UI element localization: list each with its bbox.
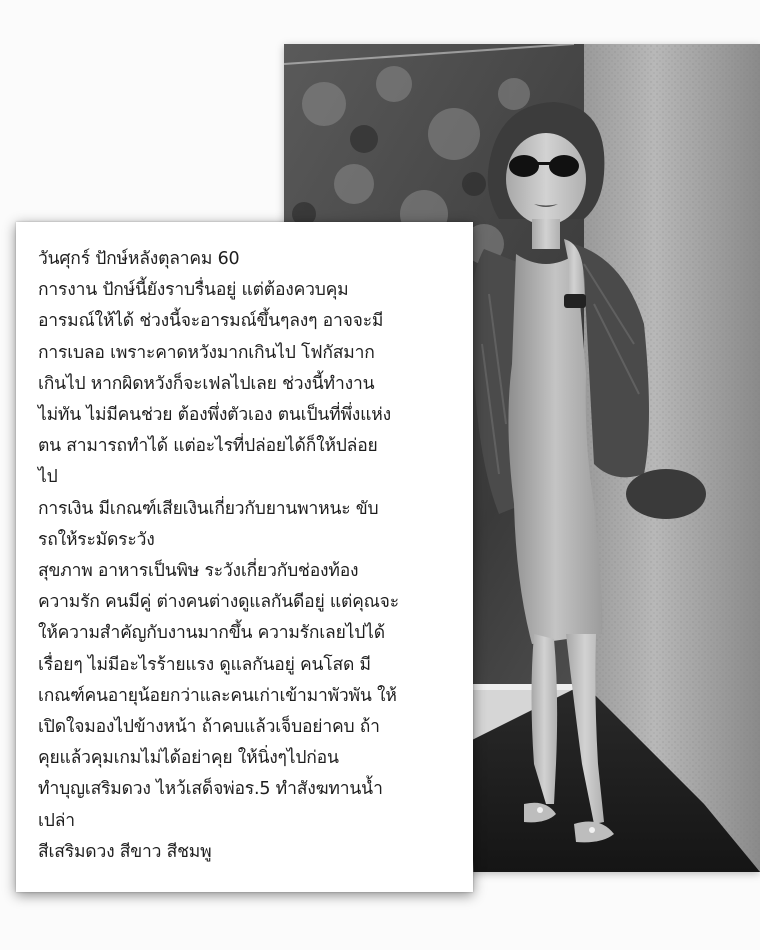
text-line-merit-1: ทำบุญเสริมดวง ไหว้เสด็จพ่อร.5 ทำสังฆทานน้ำ [38,779,383,800]
text-line-work-7: ไป [38,467,58,488]
text-line-love-4: เกณฑ์คนอายุน้อยกว่าและคนเก่าเข้ามาพัวพัน ให้ [38,685,397,706]
text-line-work-5: ไม่ทัน ไม่มีคนช่วย ต้องพึ่งตัวเอง ตนเป็นที่พึ่งแห่ง [38,405,391,426]
text-line-work-2: อารมณ์ให้ได้ ช่วงนี้จะอารมณ์ขึ้นๆลงๆ อาจจะมี [38,311,384,332]
text-line-work-1: การงาน ปักษ์นี้ยังราบรื่นอยู่ แต่ต้องควบคุม [38,280,349,301]
text-line-date: วันศุกร์ ปักษ์หลังตุลาคม 60 [38,249,240,269]
text-line-merit-2: เปล่า [38,810,75,831]
text-line-love-6: คุยแล้วคุมเกมไม่ได้อย่าคุย ให้นิ่งๆไปก่อน [38,748,339,769]
text-line-lucky-colors: สีเสริมดวง สีขาว สีชมพู [38,841,212,862]
text-line-work-3: การเบลอ เพราะคาดหวังมากเกินไป โฟกัสมาก [38,342,375,363]
text-line-work-6: ตน สามารถทำได้ แต่อะไรที่ปล่อยได้ก็ให้ปล่อย [38,436,378,457]
text-line-love-1: ความรัก คนมีคู่ ต่างคนต่างดูแลกันดีอยู่ แต่คุณจะ [38,592,399,613]
horoscope-text-card [16,222,473,892]
text-line-love-5: เปิดใจมองไปข้างหน้า ถ้าคบแล้วเจ็บอย่าคบ ถ้า [38,717,380,738]
text-line-finance-1: การเงิน มีเกณฑ์เสียเงินเกี่ยวกับยานพาหนะ ขับ [38,498,379,519]
text-line-love-2: ให้ความสำคัญกับงานมากขึ้น ความรักเลยไปได้ [38,623,385,644]
text-line-finance-2: รถให้ระมัดระวัง [38,529,155,550]
text-line-work-4: เกินไป หากผิดหวังก็จะเฟลไปเลย ช่วงนี้ทำงาน [38,373,375,394]
text-line-health: สุขภาพ อาหารเป็นพิษ ระวังเกี่ยวกับช่องท้อง [38,561,359,582]
text-line-love-3: เรื่อยๆ ไม่มีอะไรร้ายแรง ดูแลกันอยู่ คนโสด มี [38,654,371,675]
